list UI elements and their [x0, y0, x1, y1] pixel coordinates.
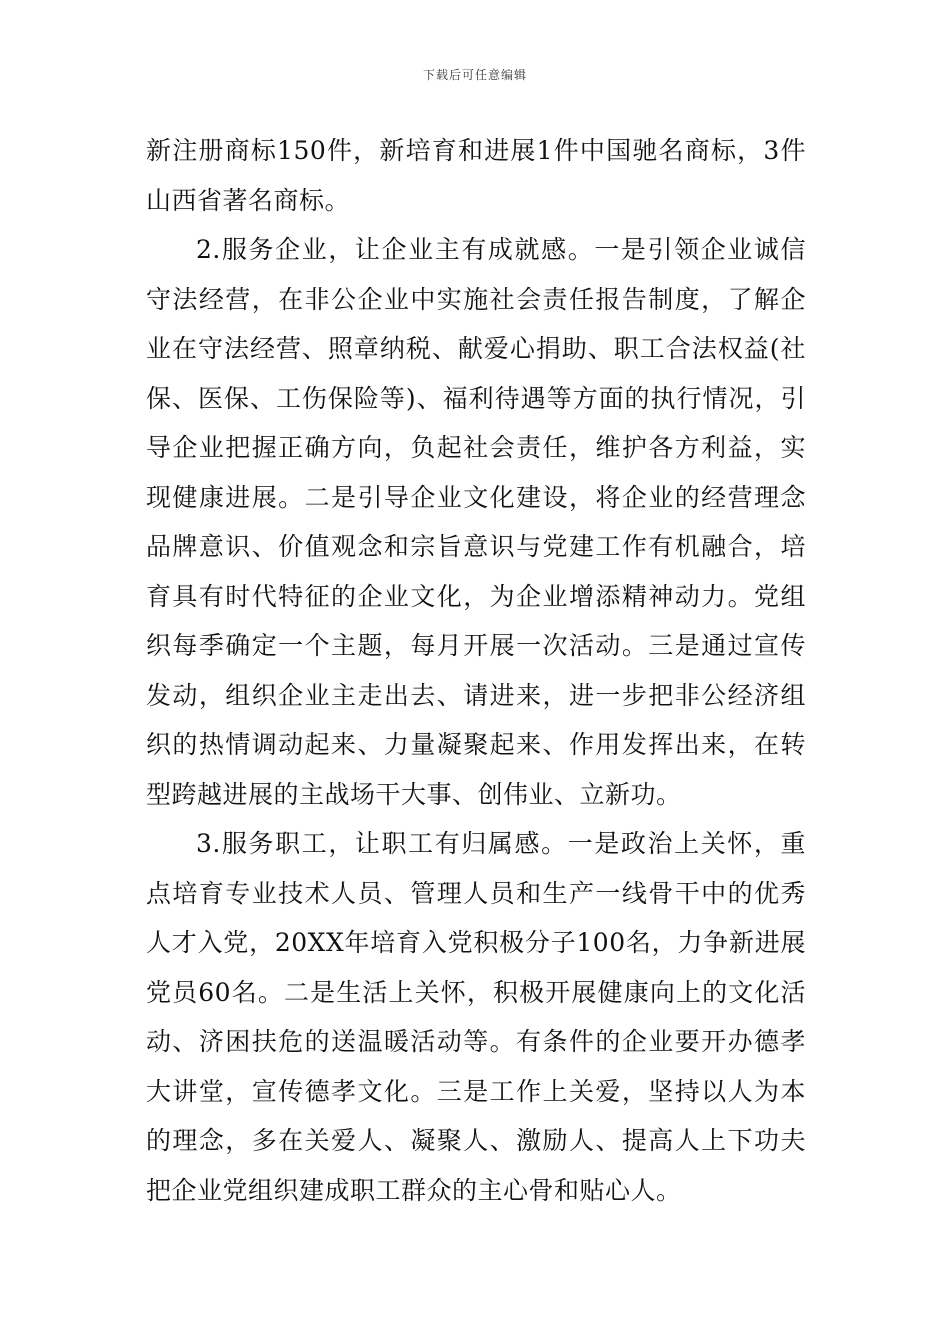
- paragraph-1: 新注册商标150件，新培育和进展1件中国驰名商标，3件山西省著名商标。: [146, 136, 806, 215]
- paragraph-3: 3.服务职工，让职工有归属感。一是政治上关怀，重点培育专业技术人员、管理人员和生产一线骨干中的优秀人才入党，20XX年培育入党积极分子100名，力争新进展党员60名。二是生活上关怀，积极开展健康向上的文化活动、济困扶危的送温暖活动等。有条件的企业要开办德孝大讲堂，宣传德孝文化。三是工作上关爱，坚持以人为本的理念，多在关爱人、凝聚人、激励人、提高人上下功夫把企业党组织建成职工群众的主心骨和贴心人。: [146, 829, 806, 1205]
- document-body: [146, 126, 806, 1215]
- paragraph-2: 2.服务企业，让企业主有成就感。一是引领企业诚信守法经营，在非公企业中实施社会责任报告制度，了解企业在守法经营、照章纳税、献爱心捐助、职工合法权益(社保、医保、工伤保险等)、福利待遇等方面的执行情况，引导企业把握正确方向，负起社会责任，维护各方利益，实现健康进展。二是引导企业文化建设，将企业的经营理念品牌意识、价值观念和宗旨意识与党建工作有机融合，培育具有时代特征的企业文化，为企业增添精神动力。党组织每季确定一个主题，每月开展一次活动。三是通过宣传发动，组织企业主走出去、请进来，进一步把非公经济组织的热情调动起来、力量凝聚起来、作用发挥出来，在转型跨越进展的主战场干大事、创伟业、立新功。: [146, 235, 806, 809]
- page-header: 下载后可任意编辑: [422, 68, 527, 82]
